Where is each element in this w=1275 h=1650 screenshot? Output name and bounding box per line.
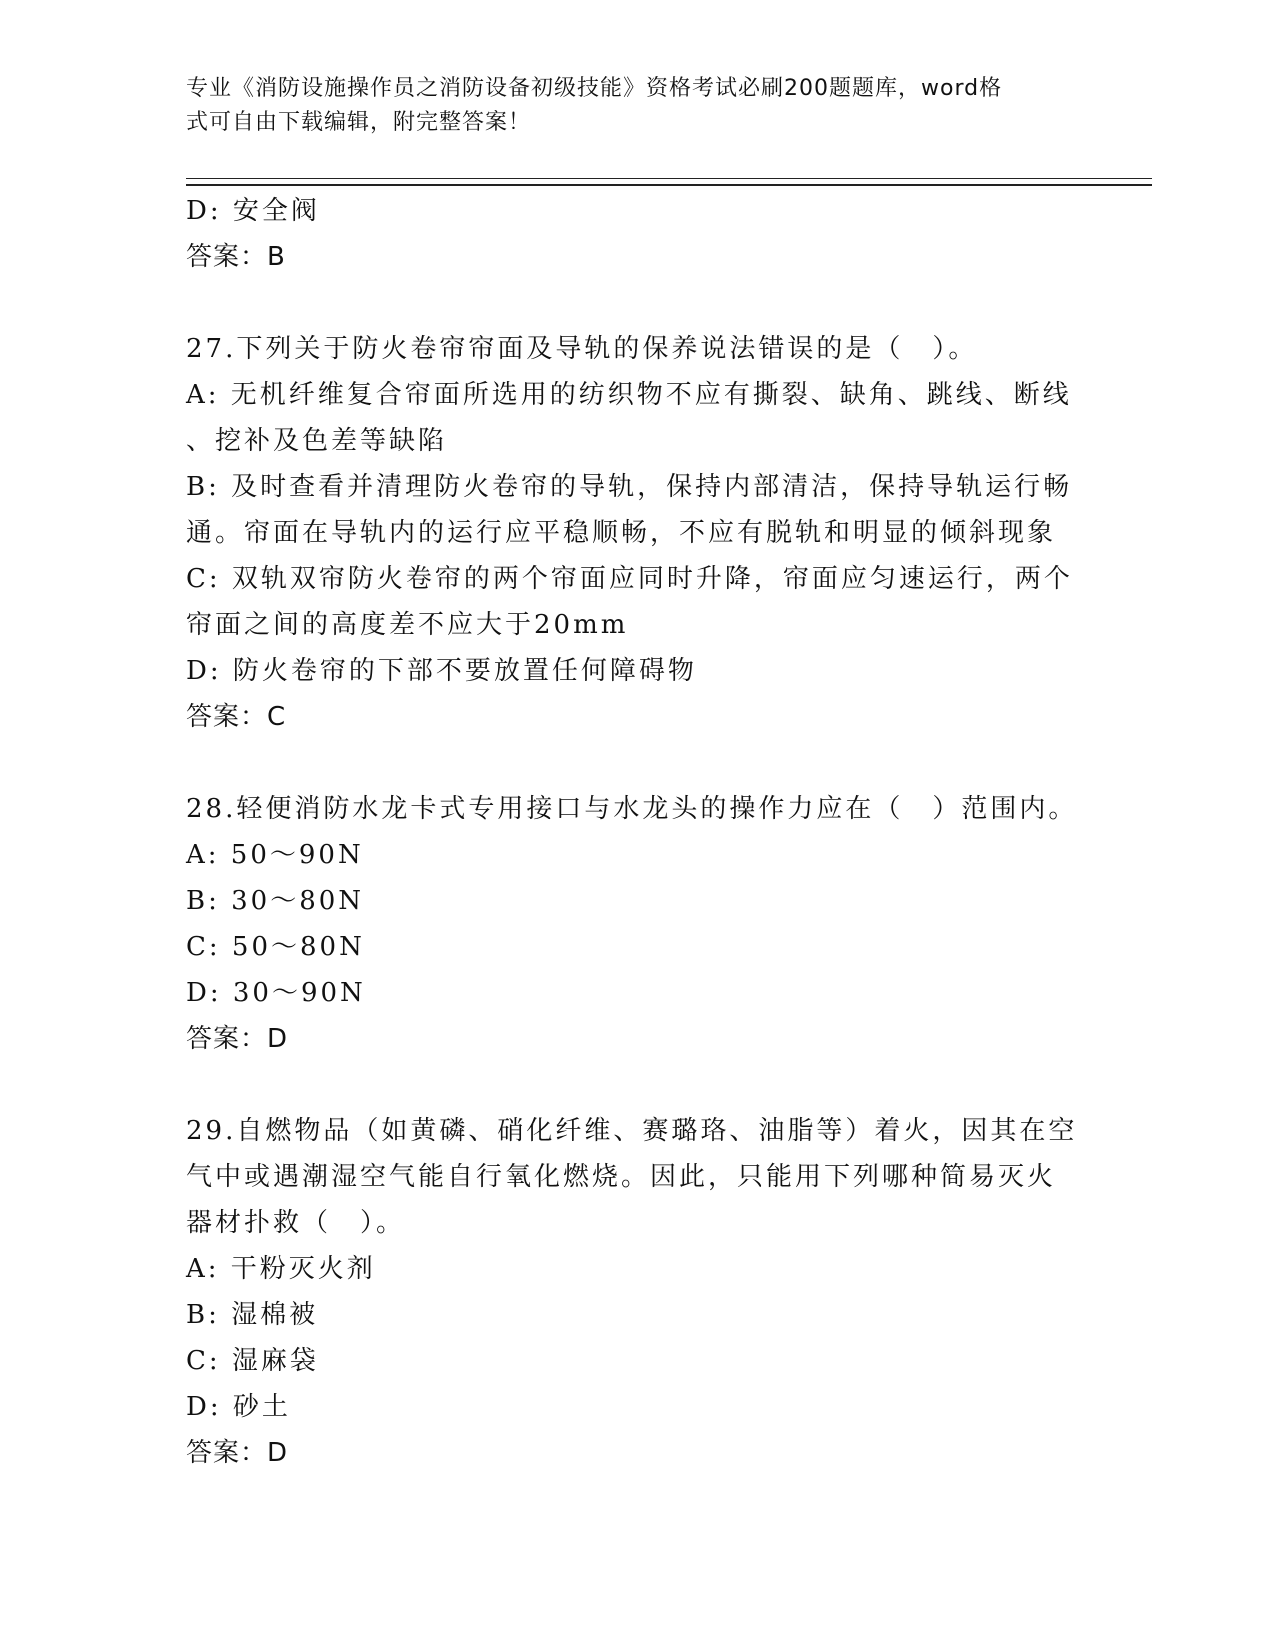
q29-option-d: D: 砂土	[186, 1392, 291, 1422]
q27-option-a-cont: 、挖补及色差等缺陷	[186, 426, 448, 456]
q28-option-b: B: 30～80N	[186, 886, 365, 916]
prev-answer: 答案：B	[186, 242, 286, 272]
q29-option-c: C: 湿麻袋	[186, 1346, 319, 1376]
header-rule-thick	[186, 184, 1152, 186]
q29-stem-cont-2: 器材扑救（ ）。	[186, 1208, 406, 1238]
q29-answer: 答案：D	[186, 1438, 289, 1468]
q29-option-a: A: 干粉灭火剂	[186, 1254, 376, 1284]
q28-option-c: C: 50～80N	[186, 932, 365, 962]
q29-stem: 29.自燃物品（如黄磷、硝化纤维、赛璐珞、油脂等）着火，因其在空	[186, 1116, 1078, 1146]
header-line-1: 专业《消防设施操作员之消防设备初级技能》资格考试必刷200题题库，word格	[186, 76, 1003, 101]
header-rule-thin	[186, 178, 1152, 179]
q27-option-a: A: 无机纤维复合帘面所选用的纺织物不应有撕裂、缺角、跳线、断线	[186, 380, 1072, 410]
q27-option-d: D: 防火卷帘的下部不要放置任何障碍物	[186, 656, 697, 686]
header-line-2: 式可自由下载编辑，附完整答案！	[186, 110, 532, 135]
q27-option-b: B: 及时查看并清理防火卷帘的导轨，保持内部清洁，保持导轨运行畅	[186, 472, 1073, 502]
q29-option-b: B: 湿棉被	[186, 1300, 319, 1330]
q27-stem: 27.下列关于防火卷帘帘面及导轨的保养说法错误的是（ ）。	[186, 334, 978, 364]
prev-option-d: D: 安全阀	[186, 196, 320, 226]
q28-answer: 答案：D	[186, 1024, 289, 1054]
question-28	[186, 786, 1086, 1062]
q28-option-a: A: 50～90N	[186, 840, 364, 870]
q27-option-c: C: 双轨双帘防火卷帘的两个帘面应同时升降，帘面应匀速运行，两个	[186, 564, 1073, 594]
spacer	[186, 280, 1086, 326]
document-header	[186, 72, 1086, 140]
question-27	[186, 326, 1086, 740]
spacer	[186, 1062, 1086, 1108]
q28-option-d: D: 30～90N	[186, 978, 366, 1008]
question-list	[186, 188, 1086, 1476]
q27-answer: 答案：C	[186, 702, 287, 732]
q27-option-b-cont: 通。帘面在导轨内的运行应平稳顺畅，不应有脱轨和明显的倾斜现象	[186, 518, 1057, 548]
q27-option-c-cont: 帘面之间的高度差不应大于20mm	[186, 610, 629, 640]
q29-stem-cont-1: 气中或遇潮湿空气能自行氧化燃烧。因此，只能用下列哪种简易灭火	[186, 1162, 1057, 1192]
spacer	[186, 740, 1086, 786]
q28-stem: 28.轻便消防水龙卡式专用接口与水龙头的操作力应在（ ）范围内。	[186, 794, 1078, 824]
question-29	[186, 1108, 1086, 1476]
